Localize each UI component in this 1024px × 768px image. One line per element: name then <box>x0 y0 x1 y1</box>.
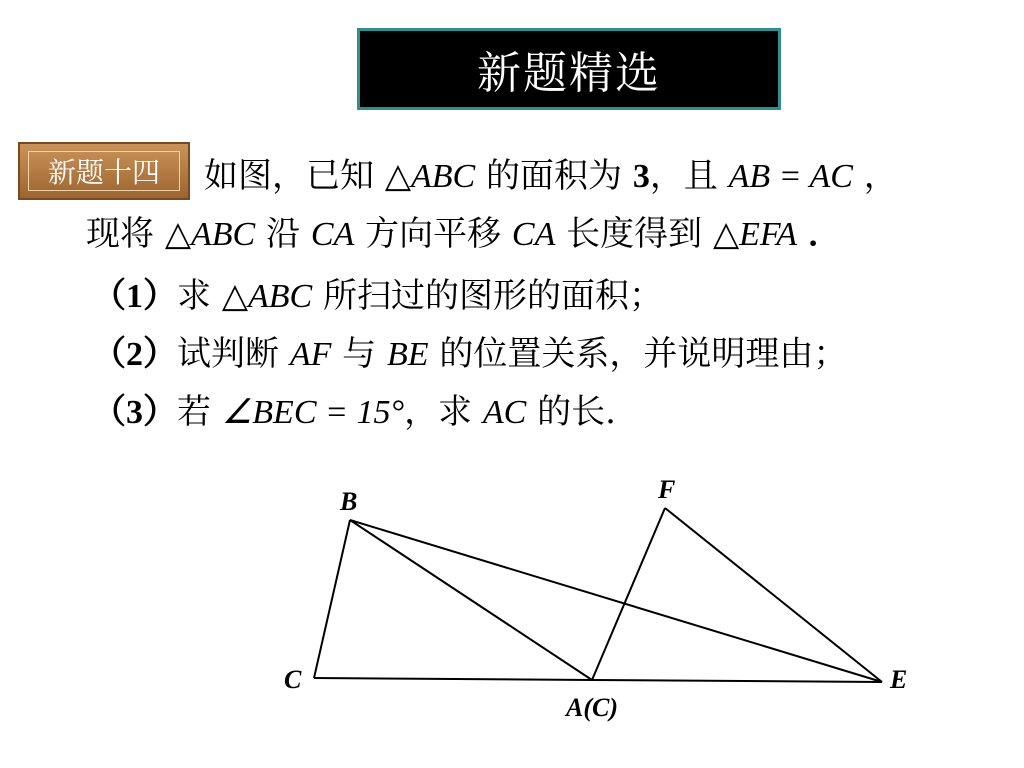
problem-tag-label: 新题十四 <box>47 156 160 189</box>
math-ab-eq-ac: AB = AC <box>728 158 853 195</box>
question-number: （1） <box>92 278 177 315</box>
text-segment: 如图，已知 <box>204 156 374 196</box>
text-segment: 长度得到 <box>566 214 703 254</box>
text-segment: ，且 <box>649 156 718 196</box>
text-segment: 求 <box>177 276 211 316</box>
text-segment: 的长. <box>537 392 616 432</box>
title-banner <box>357 28 781 110</box>
text-segment: 与 <box>342 334 377 374</box>
question-number: （3） <box>92 394 177 431</box>
text-segment: ，求 <box>404 392 473 432</box>
problem-line-2 <box>86 214 842 255</box>
text-segment: 若 <box>177 392 211 432</box>
text-segment: 的面积为 <box>486 156 622 196</box>
text-segment: 所扫过的图形的面积； <box>323 276 663 316</box>
triangle-symbol: △ <box>221 276 248 316</box>
text-segment: 方向平移 <box>365 214 502 254</box>
math-abc: ABC <box>247 278 313 315</box>
segment-be <box>350 520 882 682</box>
segment-fe <box>665 508 882 682</box>
text-segment: 现将 <box>86 214 154 254</box>
point-c-label: C <box>284 665 302 694</box>
math-abc: ABC <box>190 216 256 253</box>
segment-ba <box>350 520 592 680</box>
math-abc: ABC <box>410 158 476 195</box>
segment-ae <box>592 680 882 682</box>
math-efa: EFA <box>739 216 798 253</box>
point-f-label: F <box>658 475 676 504</box>
point-b-label: B <box>340 487 358 516</box>
page-title: 新题精选 <box>477 48 661 99</box>
math-af: AF <box>289 336 332 373</box>
math-ca: CA <box>511 216 556 253</box>
segment-af <box>592 508 665 680</box>
segment-bc <box>314 520 350 678</box>
triangle-symbol: △ <box>712 214 740 254</box>
question-number: （2） <box>92 336 177 373</box>
problem-tag <box>18 142 190 200</box>
problem-line-1 <box>204 156 898 197</box>
point-a-label: A(C) <box>566 693 618 722</box>
math-ac: AC <box>482 394 527 431</box>
triangle-symbol: △ <box>164 214 191 254</box>
math-be: BE <box>386 336 429 373</box>
math-angle-bec: ∠BEC = 15° <box>221 394 405 431</box>
segment-ca <box>314 678 592 680</box>
question-1 <box>92 276 663 317</box>
area-value: 3 <box>632 158 650 195</box>
geometry-figure <box>270 470 930 730</box>
problem-tag-frame <box>28 151 180 191</box>
text-segment: 试判断 <box>177 334 279 374</box>
text-segment: 沿 <box>266 214 300 254</box>
text-segment: ． <box>807 216 842 253</box>
question-2 <box>92 334 847 375</box>
text-segment: 的位置关系，并说明理由； <box>439 334 848 374</box>
text-segment: ， <box>863 156 898 196</box>
math-ca: CA <box>310 216 355 253</box>
point-e-label: E <box>890 665 908 694</box>
triangle-symbol: △ <box>384 156 411 196</box>
question-3 <box>92 392 616 433</box>
